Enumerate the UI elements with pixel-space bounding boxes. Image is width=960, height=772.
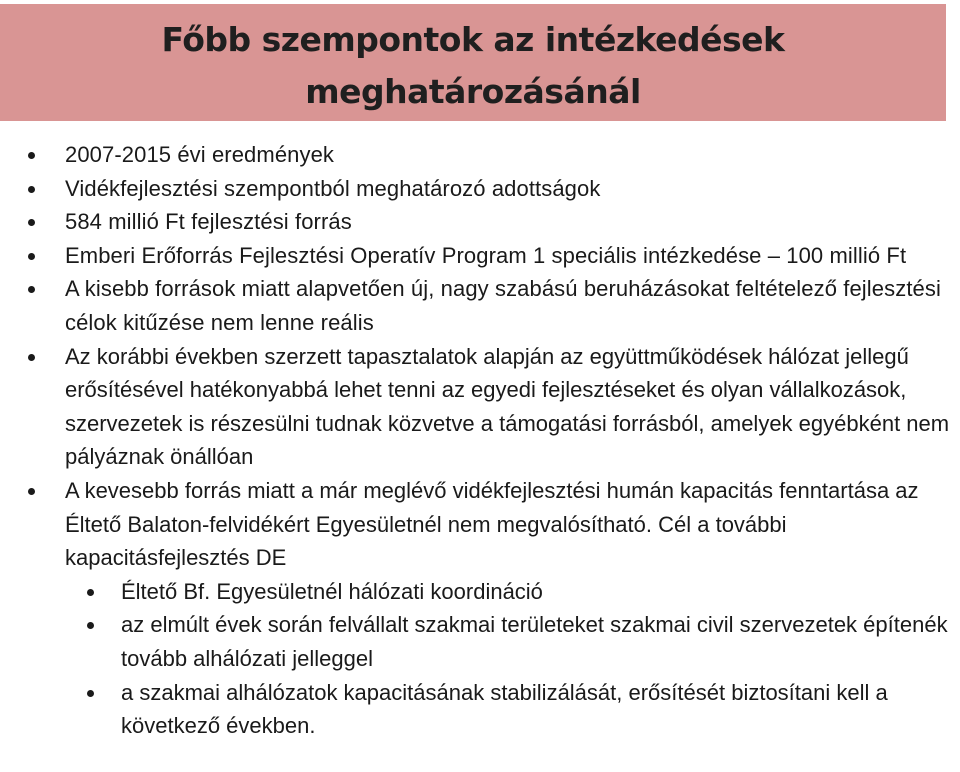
bullet-dot-icon bbox=[87, 690, 94, 697]
bullet-item bbox=[0, 205, 960, 239]
bullet-text: 2007-2015 évi eredmények bbox=[65, 142, 335, 167]
bullet-dot-icon bbox=[28, 488, 35, 495]
bullet-text: A kevesebb forrás miatt a már meglévő vidékfejlesztési humán kapacitás fenntartása az Éltető Balaton-felvidékért Egyesületnél nem megvalósítható. Cél a további kapacitásfejlesztés DE bbox=[65, 477, 919, 571]
bullet-item bbox=[0, 340, 960, 474]
bullet-dot-icon bbox=[28, 253, 35, 260]
bullet-text: Az korábbi években szerzett tapasztalatok alapján az együttműködések hálózat jellegű erősítésével hatékonyabbá lehet tenni az egyedi fejlesztéseket és olyan vállalkozások, szervezetek is részesülni tudnak közvetve a támogatási forrásból, amelyek egyébként nem pályáznak önállóan bbox=[65, 343, 950, 470]
bullet-item bbox=[0, 138, 960, 172]
bullet-dot-icon bbox=[87, 622, 94, 629]
sub-bullet-text: az elmúlt évek során felvállalt szakmai területeket szakmai civil szervezetek építenék tovább alhálózati jelleggel bbox=[121, 612, 948, 671]
sub-bullet-text: a szakmai alhálózatok kapacitásának stabilizálását, erősítését biztosítani kell a következő években. bbox=[121, 679, 888, 739]
bullet-text: 584 millió Ft fejlesztési forrás bbox=[65, 209, 352, 235]
bullet-dot-icon bbox=[28, 354, 35, 361]
bullet-dot-icon bbox=[87, 589, 94, 596]
sub-bullet-item bbox=[0, 575, 960, 609]
bullet-dot-icon bbox=[28, 186, 35, 193]
bullet-text: Emberi Erőforrás Fejlesztési Operatív Program 1 speciális intézkedése – 100 millió Ft bbox=[65, 242, 907, 268]
bullet-list bbox=[0, 138, 960, 743]
bullet-item bbox=[0, 239, 960, 273]
bullet-text: A kisebb források miatt alapvetően új, nagy szabású beruházásokat feltételező fejlesztési célok kitűzése nem lenne reális bbox=[65, 276, 941, 335]
sub-bullet-item bbox=[0, 676, 960, 743]
bullet-dot-icon bbox=[28, 286, 35, 293]
bullet-item bbox=[0, 474, 960, 575]
slide-title: Főbb szempontok az intézkedések meghatározásánál bbox=[161, 20, 785, 111]
bullet-item bbox=[0, 272, 960, 339]
bullet-dot-icon bbox=[28, 219, 35, 226]
bullet-dot-icon bbox=[28, 152, 35, 159]
sub-bullet-text: Éltető Bf. Egyesületnél hálózati koordináció bbox=[121, 578, 543, 604]
bullet-item bbox=[0, 172, 960, 206]
sub-bullet-item bbox=[0, 608, 960, 675]
bullet-text: Vidékfejlesztési szempontból meghatározó adottságok bbox=[65, 175, 601, 201]
